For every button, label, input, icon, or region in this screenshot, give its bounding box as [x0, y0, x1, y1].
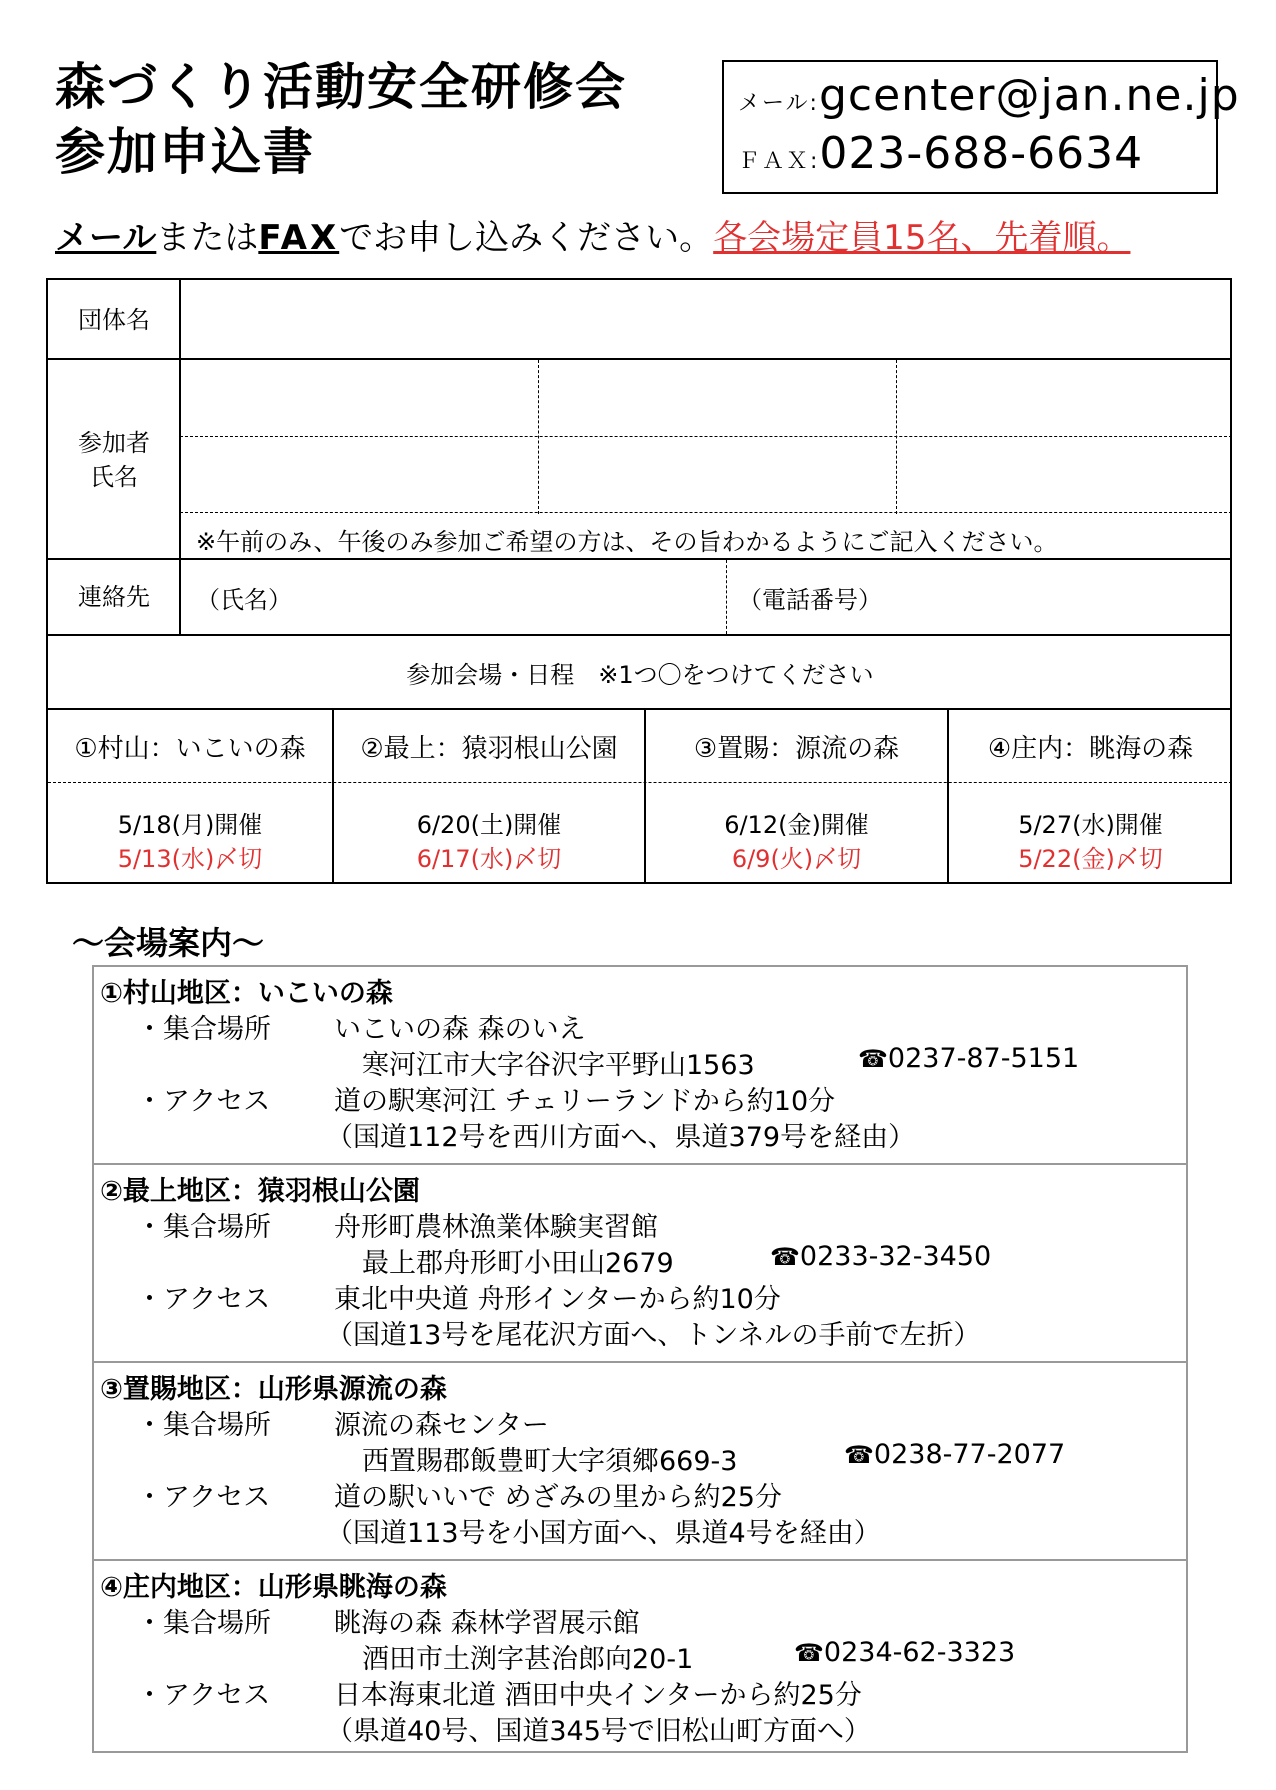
group-name-field[interactable] [180, 280, 1232, 360]
phone-number: 0234-62-3323 [823, 1637, 1016, 1668]
access-label: ・アクセス [136, 1284, 271, 1315]
venue-option-okitama[interactable]: ③置賜：源流の森 [693, 733, 900, 764]
route-info: （国道112号を西川方面へ、県道379号を経由） [326, 1122, 916, 1153]
access-label: ・アクセス [136, 1086, 271, 1117]
deadline-date: 5/22(金)〆切 [1018, 845, 1163, 873]
participant-field[interactable] [182, 362, 538, 436]
venue-section-title: ①村山地区：いこいの森 [100, 978, 393, 1009]
fax-label: ＦＡＸ: [738, 149, 820, 174]
deadline-date: 6/9(火)〆切 [731, 845, 862, 873]
phone-icon: ☎ [858, 1045, 888, 1073]
participant-field[interactable] [540, 438, 896, 512]
meeting-place: 眺海の森 森林学習展示館 [334, 1608, 640, 1639]
phone-icon: ☎ [844, 1441, 874, 1469]
dashed-divider [726, 560, 727, 634]
instruction-rest: でお申し込みください。 [339, 218, 714, 258]
access-info: 道の駅寒河江 チェリーランドから約10分 [334, 1086, 836, 1117]
route-info: （県道40号、国道345号で旧松山町方面へ） [326, 1716, 871, 1747]
venue-section-okitama [94, 1363, 1186, 1559]
instruction-line [55, 210, 1130, 259]
venue-date-okitama [646, 808, 947, 882]
venue-phone [770, 1241, 991, 1272]
meeting-place: 舟形町農林漁業体験実習館 [334, 1212, 658, 1243]
access-label: ・アクセス [136, 1680, 271, 1711]
contact-label [48, 560, 180, 634]
venue-section-title: ②最上地区：猿羽根山公園 [100, 1176, 420, 1207]
venue-option-murayama[interactable]: ①村山：いこいの森 [74, 733, 306, 764]
fax-line [738, 128, 1143, 179]
route-info: （国道13号を尾花沢方面へ、トンネルの手前で左折） [326, 1320, 981, 1351]
venue-section-murayama [94, 967, 1186, 1163]
contact-label-text: 連絡先 [78, 583, 150, 611]
dashed-divider [180, 436, 1232, 437]
meeting-label: ・集合場所 [136, 1608, 271, 1639]
dashed-divider [896, 360, 897, 514]
venue-section-title: ④庄内地区：山形県眺海の森 [100, 1572, 447, 1603]
venue-phone [794, 1637, 1015, 1668]
venue-option-shonai[interactable]: ④庄内：眺海の森 [987, 733, 1194, 764]
meeting-label: ・集合場所 [136, 1212, 271, 1243]
instruction-or: または [156, 218, 259, 258]
venue-section-title: ③置賜地区：山形県源流の森 [100, 1374, 447, 1405]
participants-label-line2: 氏名 [90, 463, 138, 491]
page-title [55, 55, 627, 185]
contact-phone-field[interactable]: （電話番号） [738, 586, 882, 614]
venue-phone [844, 1439, 1065, 1470]
participants-label-line1: 参加者 [78, 429, 150, 457]
instruction-mail: メール [55, 218, 157, 258]
title-line-2: 参加申込書 [55, 123, 315, 181]
event-date: 6/20(土)開催 [416, 811, 562, 839]
route-info: （国道113号を小国方面へ、県道4号を経由） [326, 1518, 881, 1549]
group-name-label [48, 280, 180, 360]
instruction-fax: FAX [258, 218, 340, 258]
phone-icon: ☎ [794, 1639, 824, 1667]
venue-guide-heading: ～会場案内～ [72, 924, 265, 962]
phone-icon: ☎ [770, 1243, 800, 1271]
dashed-divider [180, 512, 1232, 513]
phone-number: 0237-87-5151 [887, 1043, 1080, 1074]
title-line-1: 森づくり活動安全研修会 [55, 58, 627, 116]
capacity-note: 各会場定員15名、先着順。 [713, 218, 1131, 258]
venue-address: 寒河江市大字谷沢字平野山1563 [362, 1050, 755, 1081]
event-date: 5/27(水)開催 [1018, 811, 1163, 839]
deadline-date: 5/13(水)〆切 [117, 845, 263, 873]
group-name-label-text: 団体名 [78, 306, 150, 334]
deadline-date: 6/17(水)〆切 [416, 845, 562, 873]
mail-address[interactable]: gcenter@jan.ne.jp [818, 70, 1240, 121]
participant-field[interactable] [898, 362, 1232, 436]
event-date: 5/18(月)開催 [117, 811, 263, 839]
application-form [46, 278, 1232, 884]
participant-field[interactable] [540, 362, 896, 436]
venue-section-mogami [94, 1165, 1186, 1361]
row-divider [48, 358, 1232, 360]
phone-number: 0238-77-2077 [873, 1439, 1066, 1470]
event-date: 6/12(金)開催 [724, 811, 869, 839]
dashed-divider [48, 782, 1232, 783]
access-info: 東北中央道 舟形インターから約10分 [334, 1284, 781, 1315]
venue-date-shonai [949, 808, 1232, 882]
access-info: 日本海東北道 酒田中央インターから約25分 [334, 1680, 862, 1711]
contact-box [722, 60, 1240, 194]
venue-header: 参加会場・日程 ※1つ〇をつけてください [406, 660, 874, 689]
venue-address: 酒田市土渕字甚治郎向20-1 [362, 1644, 694, 1675]
venue-address: 西置賜郡飯豊町大字須郷669-3 [362, 1446, 738, 1477]
access-info: 道の駅いいで めざみの里から約25分 [334, 1482, 782, 1513]
meeting-place: 源流の森センター [334, 1410, 549, 1441]
access-label: ・アクセス [136, 1482, 271, 1513]
venue-section-shonai [94, 1561, 1186, 1757]
participants-note: ※午前のみ、午後のみ参加ご希望の方は、その旨わかるようにご記入ください。 [196, 528, 1058, 556]
venue-address: 最上郡舟形町小田山2679 [362, 1248, 674, 1279]
venue-guide [92, 965, 1188, 1753]
mail-label: メール: [738, 91, 819, 116]
meeting-label: ・集合場所 [136, 1014, 271, 1045]
participants-label [48, 360, 180, 560]
meeting-label: ・集合場所 [136, 1410, 271, 1441]
venue-option-mogami[interactable]: ②最上：猿羽根山公園 [360, 733, 618, 764]
participant-field[interactable] [182, 438, 538, 512]
venue-phone [858, 1043, 1079, 1074]
participant-field[interactable] [898, 438, 1232, 512]
venue-date-mogami [334, 808, 644, 882]
mail-line [738, 70, 1240, 121]
dashed-divider [538, 360, 539, 514]
meeting-place: いこいの森 森のいえ [334, 1014, 586, 1045]
venue-date-murayama [48, 808, 332, 882]
fax-number: 023-688-6634 [819, 128, 1144, 179]
row-divider [48, 558, 1232, 560]
contact-name-field[interactable]: （氏名） [196, 586, 292, 614]
phone-number: 0233-32-3450 [799, 1241, 992, 1272]
